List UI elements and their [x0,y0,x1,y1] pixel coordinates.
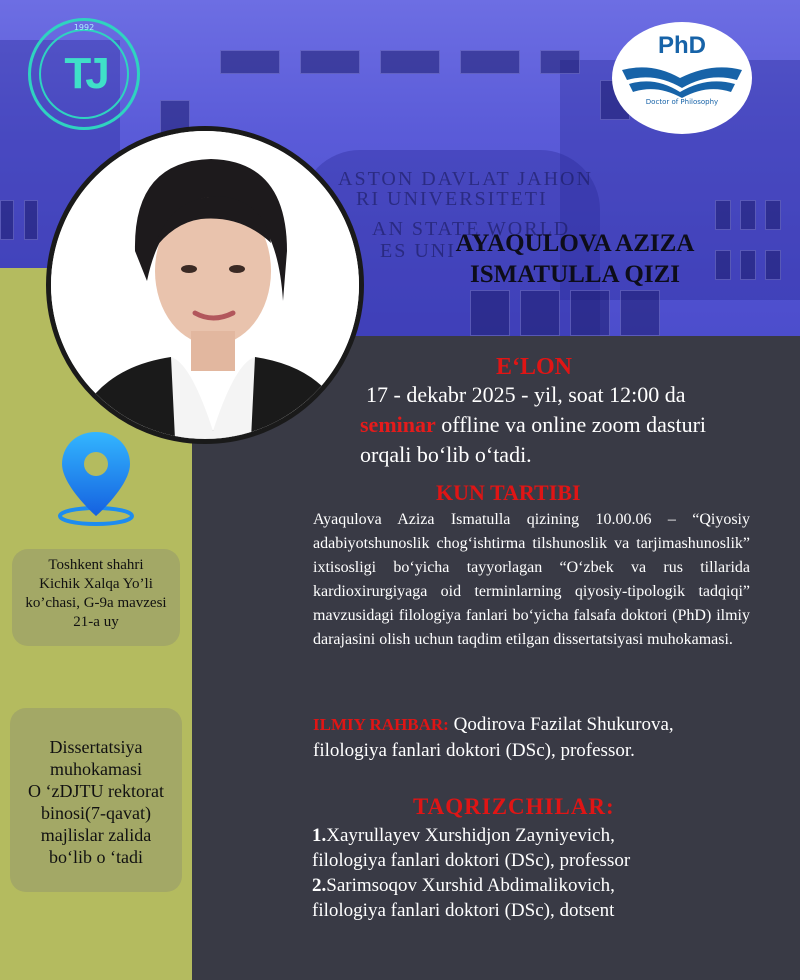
building-sign-4: ES UNI [380,240,456,262]
supervisor-title: filologiya fanlari doktori (DSc), professor. [313,740,635,761]
agenda-heading: KUN TARTIBI [436,480,581,505]
venue-line-5: majlislar zalida [40,825,152,845]
person-name-line2: ISMATULLA QIZI [469,261,680,288]
venue-line-1: Dissertatsiya [49,737,143,757]
phd-logo-text: PhD [658,32,706,59]
portrait-illustration [51,131,359,439]
book-wings-icon [617,62,747,102]
venue-line-3: O ‘zDJTU rektorat [28,781,164,801]
university-logo-year: 1992 [73,23,95,32]
venue-line-4: binosi(7-qavat) [41,803,151,823]
announcement-date-line: 17 - dekabr 2025 - yil, soat 12:00 da [366,382,686,407]
phd-logo-subtitle: Doctor of Philosophy [645,98,719,106]
portrait-photo [46,126,364,444]
reviewers-list [312,823,782,923]
announcement-format-rest: offline va online zoom dasturi [435,412,707,437]
address-line-3: ko’chasi, G-9a mavzesi [25,595,167,611]
supervisor-block [313,712,773,764]
building-sign-3: AN STATE WORLD [372,218,571,240]
reviewer-1-name: Xayrullayev Xurshidjon Zayniyevich, [326,825,615,846]
reviewer-1-number: 1. [312,825,327,846]
building-sign-2: RI UNIVERSITETI [356,188,548,210]
seminar-word: seminar [360,412,436,437]
person-name-line1: AYAQULOVA AZIZA [455,230,695,257]
announcement-format-line [360,410,790,440]
location-pin-icon [56,428,136,528]
reviewer-2-name-line [312,873,782,898]
address-line-4: 21-a uy [73,614,119,630]
university-logo-monogram: TJ [64,49,104,98]
address-box [12,549,180,646]
announcement-heading: E‘LON [496,354,573,380]
supervisor-name: Qodirova Fazilat Shukurova, [453,714,674,735]
phd-logo [612,22,752,134]
announcement-platform-line: orqali bo‘lib o‘tadi. [360,442,532,467]
venue-line-6: bo‘lib o ‘tadi [49,847,143,867]
person-name [410,228,740,290]
agenda-text: Ayaqulova Aziza Ismatulla qizining 10.00.06 – “Qiyosiy adabiyotshunoslik chog‘ishtirma tilshunoslik va tarjimashunoslik” ixtisosligi bo‘yicha tayyorlagan “O‘zbek va rus tillarida kardioxirurgiyaga oid terminlarning qiyosiy-tipologik tadqiqi” mavzusidagi filologiya fanlari bo‘yicha falsafa doktori (PhD) ilmiy darajasini olish uchun taqdim etilgan dissertatsiyasi muhokamasi. [313,511,750,648]
reviewer-2-number: 2. [312,875,327,896]
reviewer-2-name: Sarimsoqov Xurshid Abdimalikovich, [326,875,615,896]
reviewers-heading: TAQRIZCHILAR: [413,794,615,819]
supervisor-label: ILMIY RAHBAR: [313,715,449,734]
venue-box [10,708,182,892]
announcement-text [360,380,790,470]
reviewer-1-name-line [312,823,782,848]
reviewer-1-title: filologiya fanlari doktori (DSc), professor [312,850,631,871]
venue-line-2: muhokamasi [50,759,142,779]
building-sign-1: ASTON DAVLAT JAHON [338,168,593,190]
address-line-1: Toshkent shahri [48,557,144,573]
reviewer-2-title: filologiya fanlari doktori (DSc), dotsent [312,900,615,921]
address-line-2: Kichik Xalqa Yo’li [39,576,153,592]
university-logo [28,18,140,130]
